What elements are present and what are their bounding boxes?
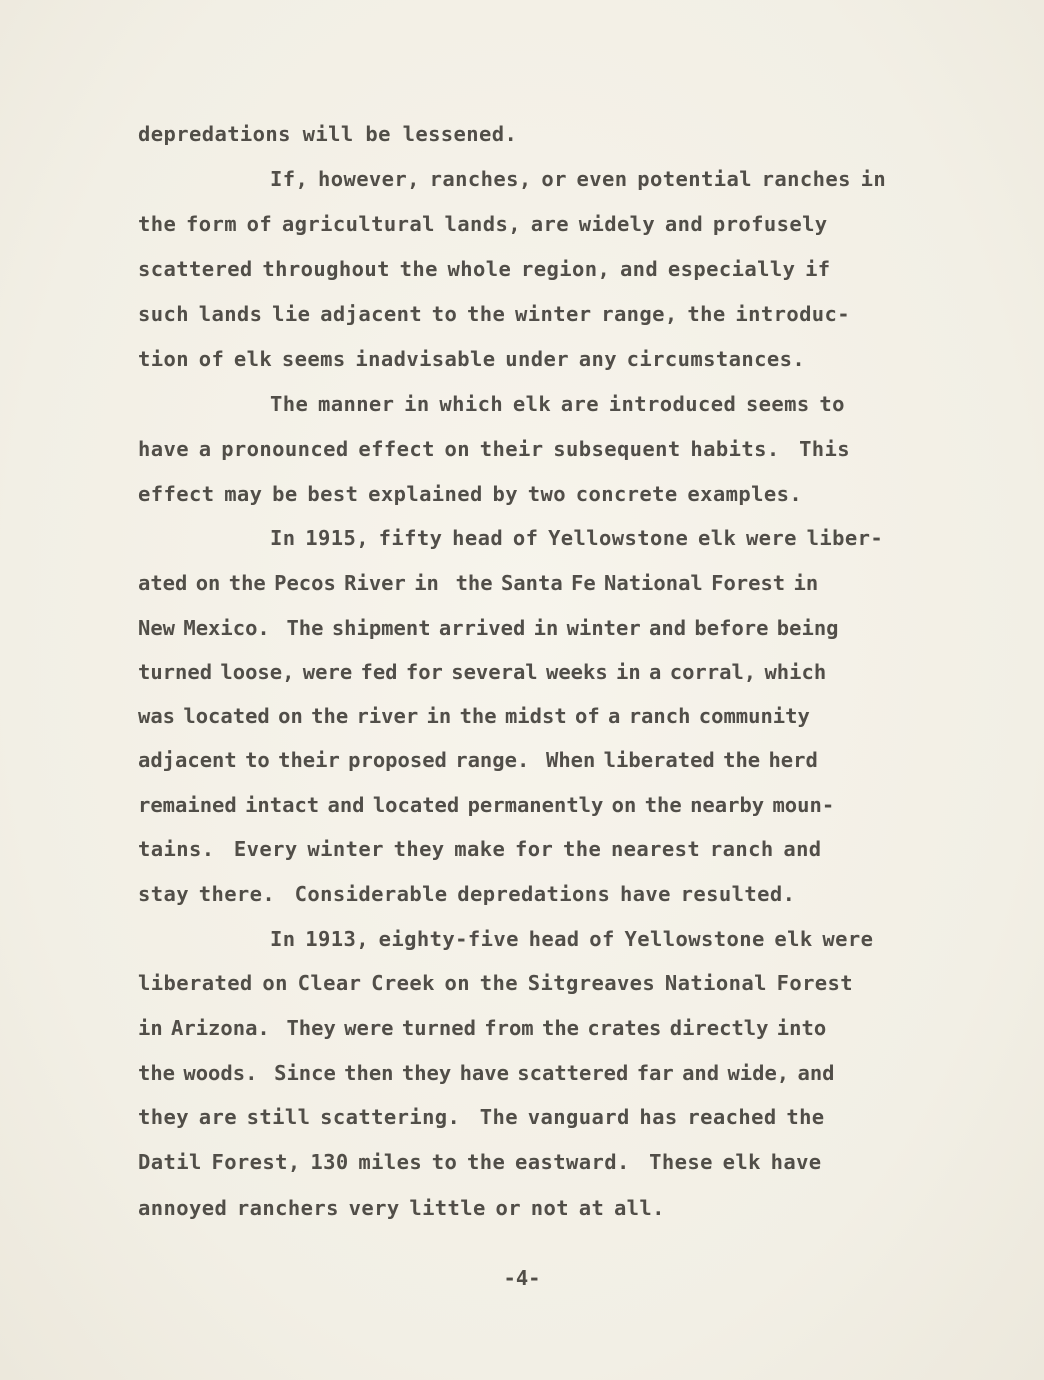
text-line: In 1915, fifty head of Yellowstone elk were liber- [270,526,884,550]
text-line: Datil Forest, 130 miles to the eastward. These elk have [138,1150,822,1174]
text-line: ated on the Pecos River in the Santa Fe National Forest in [138,571,819,595]
text-line: depredations will be lessened. [138,122,518,146]
text-line: tion of elk seems inadvisable under any circumstances. [138,347,806,371]
text-line: stay there. Considerable depredations have resulted. [138,882,796,906]
text-line: have a pronounced effect on their subsequent habits. This [138,437,851,461]
page-number: -4- [503,1266,541,1290]
text-line: The manner in which elk are introduced seems to [270,392,845,416]
text-line: annoyed ranchers very little or not at all. [138,1196,665,1220]
text-line: scattered throughout the whole region, and especially if [138,257,831,281]
text-line: they are still scattering. The vanguard has reached the [138,1105,825,1129]
text-line: In 1913, eighty-five head of Yellowstone elk were [270,927,874,951]
text-line: tains. Every winter they make for the nearest ranch and [138,837,822,861]
text-line: such lands lie adjacent to the winter range, the introduc- [138,302,851,326]
text-line: the woods. Since then they have scattered far and wide, and [138,1061,835,1085]
text-line: effect may be best explained by two concrete examples. [138,482,803,506]
text-line: was located on the river in the midst of a ranch community [138,704,810,728]
text-line: liberated on Clear Creek on the Sitgreaves National Forest [138,971,854,995]
text-line: the form of agricultural lands, are widely and profusely [138,212,828,236]
text-line: adjacent to their proposed range. When liberated the herd [138,748,818,772]
text-line: If, however, ranches, or even potential ranches in [270,167,887,191]
text-line: in Arizona. They were turned from the crates directly into [138,1016,827,1040]
text-line: turned loose, were fed for several weeks in a corral, which [138,660,827,684]
text-line: New Mexico. The shipment arrived in winter and before being [138,616,839,640]
text-line: remained intact and located permanently on the nearby moun- [138,793,835,817]
